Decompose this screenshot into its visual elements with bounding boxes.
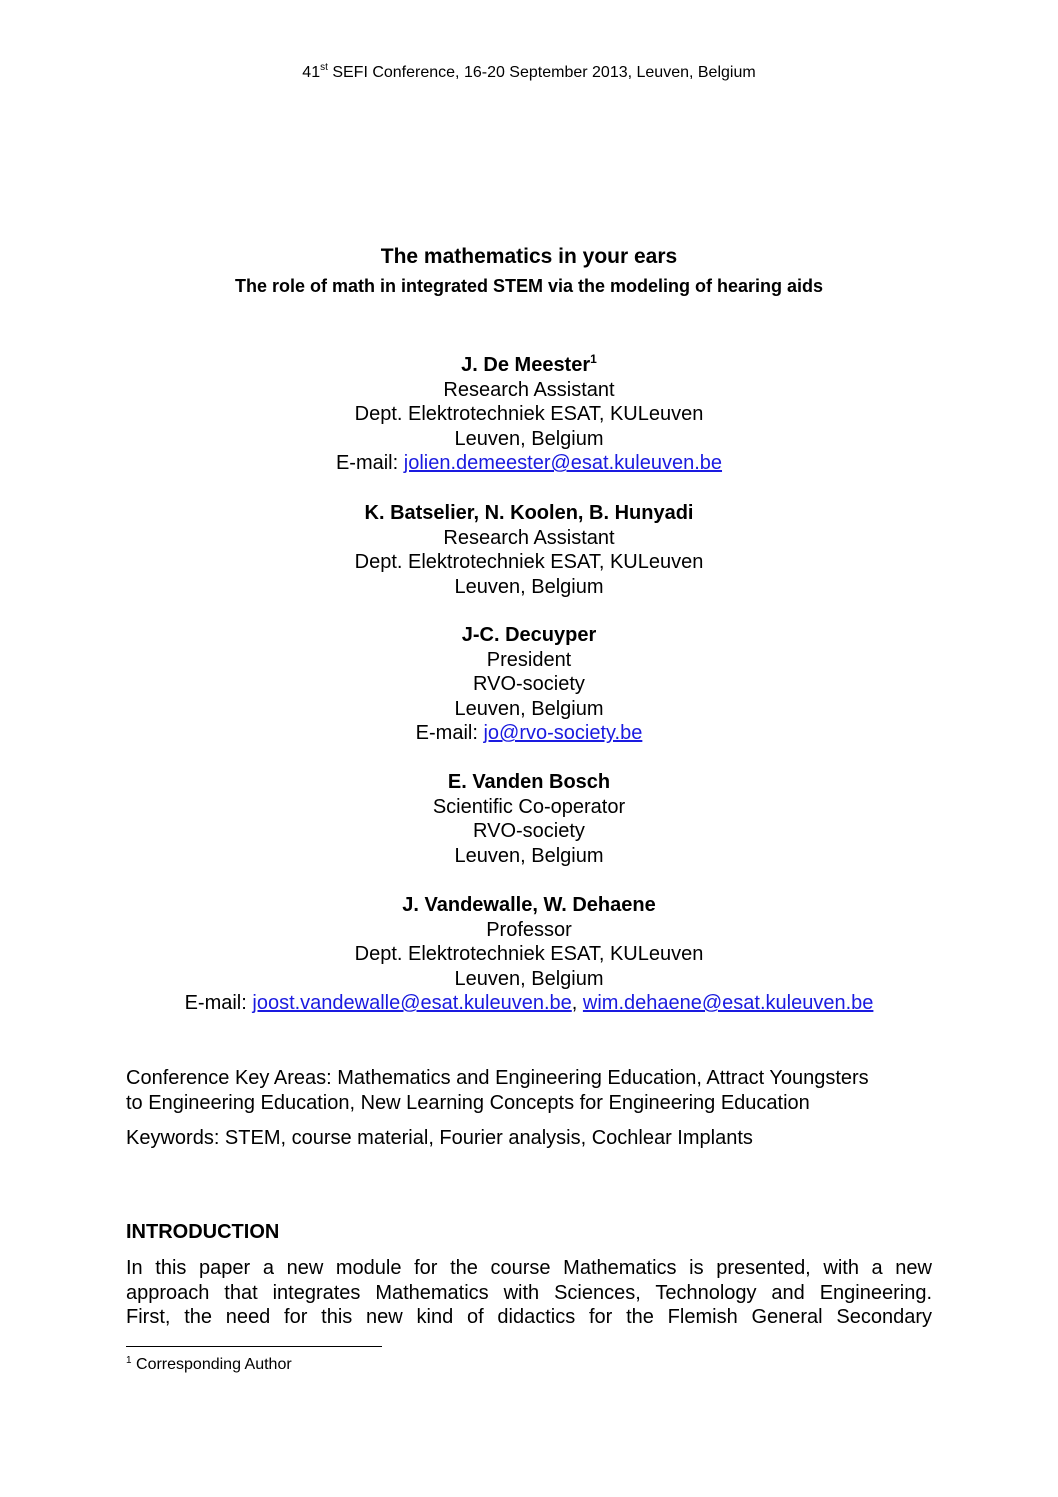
author-block-1 (0, 353, 1058, 476)
author-name: E. Vanden Bosch (447, 771, 611, 793)
author-location: Leuven, Belgium (454, 427, 604, 450)
email-link[interactable]: jo@rvo-society.be (483, 722, 643, 745)
key-areas-line: to Engineering Education, New Learning Concepts for Engineering Education (126, 1091, 810, 1114)
author-name: J-C. Decuyper (461, 624, 597, 646)
author-affiliation: Dept. Elektrotechniek ESAT, KULeuven (354, 551, 704, 574)
header-ordinal-suffix: st (320, 62, 328, 73)
author-location: Leuven, Belgium (454, 575, 604, 598)
email-link-2[interactable]: wim.dehaene@esat.kuleuven.be (582, 992, 874, 1015)
conference-key-areas (126, 1066, 932, 1115)
introduction-paragraph (126, 1256, 932, 1330)
email-label: E-mail: (335, 452, 404, 475)
keywords: Keywords: STEM, course material, Fourier analysis, Cochlear Implants (126, 1127, 753, 1149)
author-location: Leuven, Belgium (454, 697, 604, 720)
author-role: Scientific Co-operator (432, 795, 626, 818)
author-name: K. Batselier, N. Koolen, B. Hunyadi (364, 502, 694, 524)
header-conference-text: SEFI Conference, 16-20 September 2013, Leuven, Belgium (327, 64, 756, 81)
author-block-4 (0, 770, 1058, 868)
author-block-2 (0, 501, 1058, 599)
paragraph-line: First, the need for this new kind of didactics for the Flemish General Secondary (126, 1306, 932, 1328)
author-affiliation: RVO-society (473, 673, 585, 696)
header-ordinal: 41 (302, 64, 321, 81)
email-label: E-mail: (184, 992, 253, 1015)
email-link[interactable]: jolien.demeester@esat.kuleuven.be (403, 452, 723, 475)
footnote-mark: 1 (126, 1355, 132, 1366)
author-email-line (0, 451, 1058, 476)
paper-title: The mathematics in your ears (380, 245, 678, 268)
email-separator: , (571, 992, 583, 1015)
running-header (0, 62, 1058, 84)
email-label: E-mail: (415, 722, 484, 745)
footnote-text: Corresponding Author (131, 1356, 292, 1373)
author-email-line (0, 721, 1058, 746)
author-block-5 (0, 893, 1058, 1016)
author-email-line (0, 991, 1058, 1016)
author-affiliation: Dept. Elektrotechniek ESAT, KULeuven (354, 403, 704, 426)
paper-subtitle: The role of math in integrated STEM via the modeling of hearing aids (234, 276, 824, 296)
author-affiliation: Dept. Elektrotechniek ESAT, KULeuven (354, 943, 704, 966)
section-heading-introduction: INTRODUCTION (126, 1221, 280, 1243)
paragraph-line: In this paper a new module for the course Mathematics is presented, with a new (126, 1257, 932, 1279)
footnote-divider (126, 1346, 382, 1347)
author-name-text: J. De Meester (461, 354, 591, 376)
footnote (126, 1354, 292, 1376)
author-role: Professor (486, 918, 572, 941)
author-block-3 (0, 623, 1058, 746)
author-role: Research Assistant (443, 378, 615, 401)
author-role: Research Assistant (443, 526, 615, 549)
author-affiliation: RVO-society (473, 820, 585, 843)
email-link[interactable]: joost.vandewalle@esat.kuleuven.be (252, 992, 572, 1015)
author-role: President (486, 648, 572, 671)
paragraph-line: approach that integrates Mathematics with Sciences, Technology and Engineering. (126, 1281, 932, 1304)
author-location: Leuven, Belgium (454, 844, 604, 867)
author-name: J. Vandewalle, W. Dehaene (402, 894, 656, 916)
key-areas-line: Conference Key Areas: Mathematics and Engineering Education, Attract Youngsters (126, 1067, 869, 1089)
footnote-mark: 1 (590, 352, 597, 366)
author-location: Leuven, Belgium (454, 967, 604, 990)
author-name (0, 353, 1058, 378)
